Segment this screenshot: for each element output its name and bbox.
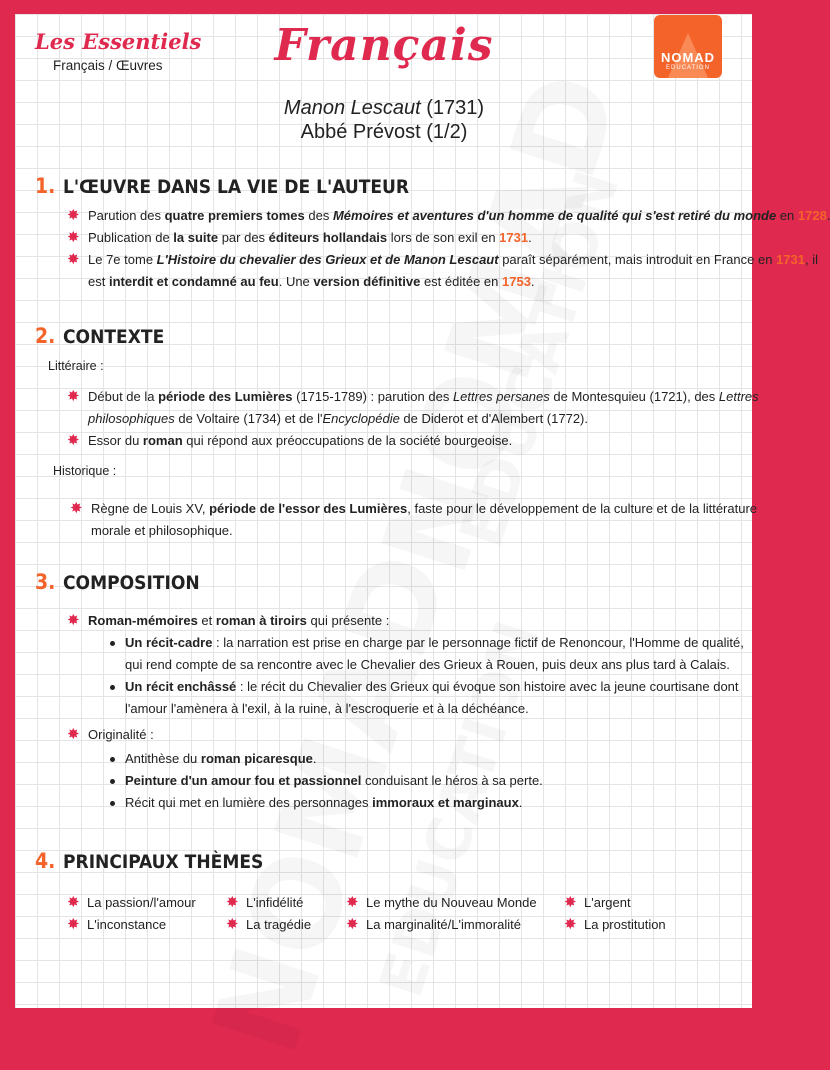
work-title: Manon Lescaut xyxy=(283,97,421,119)
theme-item: Le mythe du Nouveau Monde xyxy=(366,895,537,910)
sub-bullet-text-continued: l'amour l'amènera à l'exil, à la ruine, à l'escroquerie et à la déchéance. xyxy=(125,701,529,716)
bullet-star-icon: ✸ xyxy=(226,894,239,911)
theme-item: L'inconstance xyxy=(87,917,167,932)
sub-bullet-text: Un récit enchâssé : le récit du Chevalier des Grieux qui évoque son histoire avec la jeune courtisane dont xyxy=(125,679,739,694)
bullet-text: Essor du roman qui répond aux préoccupations de la société bourgeoise. xyxy=(88,433,513,448)
bullet-text: Roman-mémoires et roman à tiroirs qui présente : xyxy=(88,613,390,628)
bullet-text: Début de la période des Lumières (1715-1789) : parution des Lettres persanes de Montesquieu (1721), des Lettres xyxy=(88,389,759,404)
logo-subtext: EDUCATION xyxy=(666,65,710,71)
sub-bullet-text-continued: qui rend compte de sa rencontre avec le Chevalier des Grieux à Rouen, puis deux ans plus tard à Calais. xyxy=(125,657,730,672)
bullet-star-icon: ✸ xyxy=(564,916,577,933)
sub-bullet-text: Peinture d'un amour fou et passionnel conduisant le héros à sa perte. xyxy=(125,773,543,788)
section-4-heading xyxy=(35,849,263,873)
bullet-dot-icon xyxy=(110,757,115,762)
bullet-star-icon: ✸ xyxy=(67,612,80,629)
bullet-star-icon: ✸ xyxy=(564,894,577,911)
section-title: COMPOSITION xyxy=(63,572,200,594)
sub-bullet-text: Antithèse du roman picaresque. xyxy=(125,751,317,766)
bullet-text-continued: est interdit et condamné au feu. Une version définitive est éditée en 1753. xyxy=(88,274,535,289)
work-author: Abbé Prévost (1/2) xyxy=(300,121,468,143)
work-title-line xyxy=(0,96,768,120)
bullet-dot-icon xyxy=(110,685,115,690)
sub-bullet-text: Récit qui met en lumière des personnages immoraux et marginaux. xyxy=(125,795,523,810)
nomad-logo xyxy=(654,15,722,78)
bullet-text: Règne de Louis XV, période de l'essor des Lumières, faste pour le développement de la culture et de la littérature xyxy=(91,501,758,516)
theme-item: L'infidélité xyxy=(246,895,304,910)
theme-item: La prostitution xyxy=(584,917,666,932)
section-number: 4. xyxy=(35,849,56,873)
section-title: PRINCIPAUX THÈMES xyxy=(63,851,264,873)
work-heading xyxy=(0,96,768,144)
section-2-heading xyxy=(35,324,164,348)
bullet-star-icon: ✸ xyxy=(67,388,80,405)
bullet-text-continued: philosophiques de Voltaire (1734) et de l'Encyclopédie de Diderot et d'Alembert (1772). xyxy=(88,411,589,426)
section-3-heading xyxy=(35,570,200,594)
bullet-star-icon: ✸ xyxy=(67,916,80,933)
bullet-text-continued: morale et philosophique. xyxy=(91,523,233,538)
bullet-star-icon: ✸ xyxy=(67,894,80,911)
section-title: L'ŒUVRE DANS LA VIE DE L'AUTEUR xyxy=(63,176,410,198)
bullet-dot-icon xyxy=(110,641,115,646)
section-number: 3. xyxy=(35,570,56,594)
bullet-star-icon: ✸ xyxy=(67,432,80,449)
bullet-text: Publication de la suite par des éditeurs hollandais lors de son exil en 1731. xyxy=(88,230,532,245)
bullet-star-icon: ✸ xyxy=(67,229,80,246)
bullet-star-icon: ✸ xyxy=(346,916,359,933)
bullet-text: Parution des quatre premiers tomes des Mémoires et aventures d'un homme de qualité qui s'est retiré du monde en 1728 xyxy=(88,208,827,223)
theme-item: L'argent xyxy=(584,895,631,910)
bullet-star-icon: ✸ xyxy=(70,500,83,517)
bullet-star-icon: ✸ xyxy=(67,251,80,268)
section-1-heading xyxy=(35,174,409,198)
work-year: (1731) xyxy=(420,97,485,119)
bullet-star-icon: ✸ xyxy=(67,726,80,743)
bullet-star-icon: ✸ xyxy=(67,207,80,224)
theme-item: La tragédie xyxy=(246,917,312,932)
subsection-label: Historique : xyxy=(53,464,117,478)
bullet-dot-icon xyxy=(110,801,115,806)
bullet-text: Originalité : xyxy=(88,727,154,742)
theme-item: La marginalité/L'immoralité xyxy=(366,917,521,932)
brand-subtitle: Français / Œuvres xyxy=(53,58,163,73)
bullet-dot-icon xyxy=(110,779,115,784)
sub-bullet-text: Un récit-cadre : la narration est prise en charge par le personnage fictif de Renoncour, l'Homme de qualité, xyxy=(125,635,744,650)
logo-text: NOMAD xyxy=(660,50,716,65)
theme-item: La passion/l'amour xyxy=(87,895,196,910)
bullet-star-icon: ✸ xyxy=(226,916,239,933)
bullet-star-icon: ✸ xyxy=(346,894,359,911)
bullet-text: Le 7e tome L'Histoire du chevalier des Grieux et de Manon Lescaut paraît séparément, mais introduit en France en 1731, il xyxy=(88,252,818,267)
subsection-label: Littéraire : xyxy=(48,359,104,373)
page-title: Français xyxy=(274,20,494,71)
section-number: 1. xyxy=(35,174,56,198)
brand-title: Les Essentiels xyxy=(35,29,202,54)
section-number: 2. xyxy=(35,324,56,348)
section-title: CONTEXTE xyxy=(63,326,165,348)
